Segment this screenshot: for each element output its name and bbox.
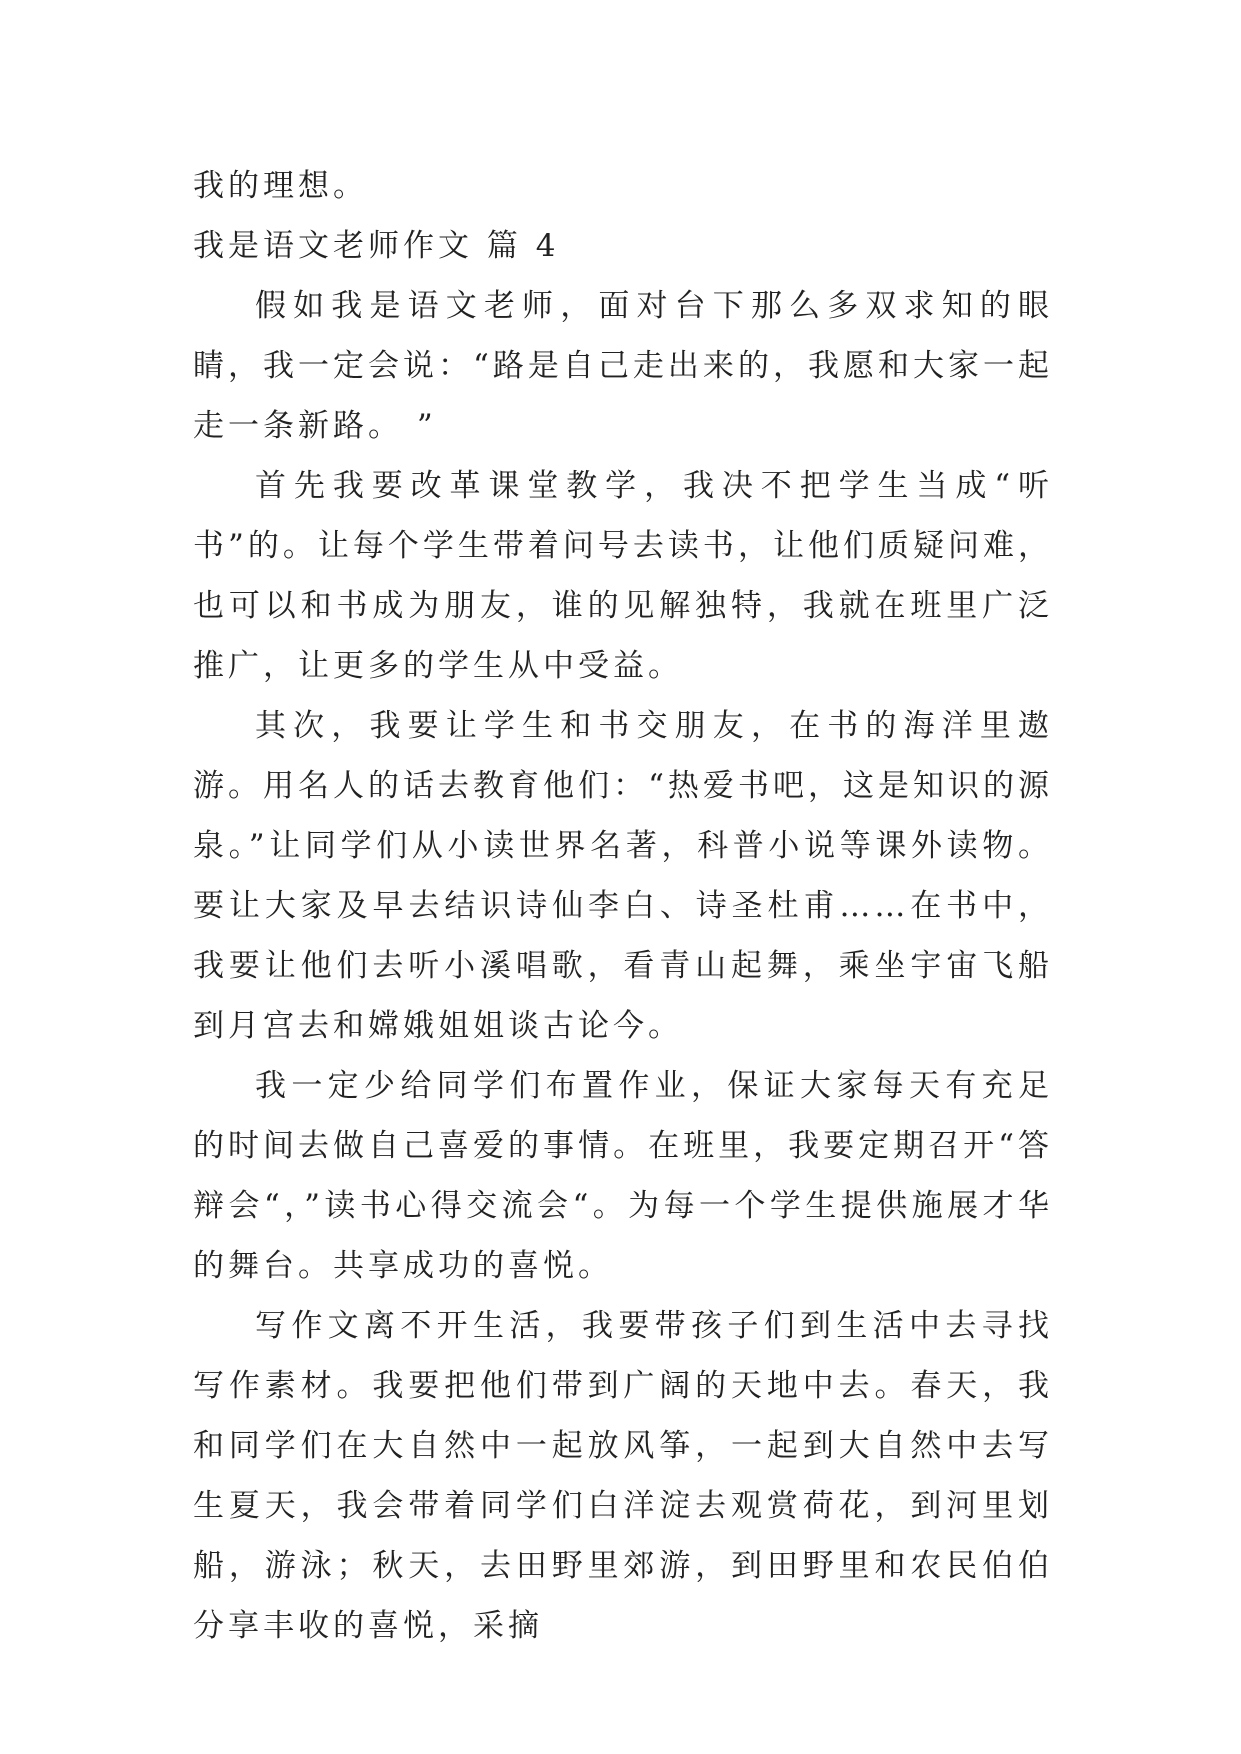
paragraph-2: 首先我要改革课堂教学，我决不把学生当成“听书”的。让每个学生带着问号去读书，让他们质疑问难，也可以和书成为朋友，谁的见解独特，我就在班里广泛推广，让更多的学生从中受益。 [193,468,1053,684]
paragraph-1: 假如我是语文老师，面对台下那么多双求知的眼睛，我一定会说：“路是自己走出来的，我愿和大家一起走一条新路。 ” [193,288,1053,444]
paragraph-4: 我一定少给同学们布置作业，保证大家每天有充足的时间去做自己喜爱的事情。在班里，我要定期召开“答辩会“，”读书心得交流会“。为每一个学生提供施展才华的舞台。共享成功的喜悦。 [193,1068,1053,1284]
paragraph-3: 其次，我要让学生和书交朋友，在书的海洋里遨游。用名人的话去教育他们：“热爱书吧，这是知识的源泉。”让同学们从小读世界名著，科普小说等课外读物。要让大家及早去结识诗仙李白、诗圣杜甫……在书中，我要让他们去听小溪唱歌，看青山起舞，乘坐宇宙飞船到月宫去和嫦娥姐姐谈古论今。 [193,708,1053,1044]
previous-essay-ending: 我的理想。 [193,168,368,204]
document-body [193,156,1053,1656]
paragraph-5: 写作文离不开生活，我要带孩子们到生活中去寻找写作素材。我要把他们带到广阔的天地中去。春天，我和同学们在大自然中一起放风筝，一起到大自然中去写生夏天，我会带着同学们白洋淀去观赏荷花，到河里划船，游泳；秋天，去田野里郊游，到田野里和农民伯伯分享丰收的喜悦，采摘 [193,1308,1053,1644]
essay-heading: 我是语文老师作文 篇 4 [193,228,560,264]
